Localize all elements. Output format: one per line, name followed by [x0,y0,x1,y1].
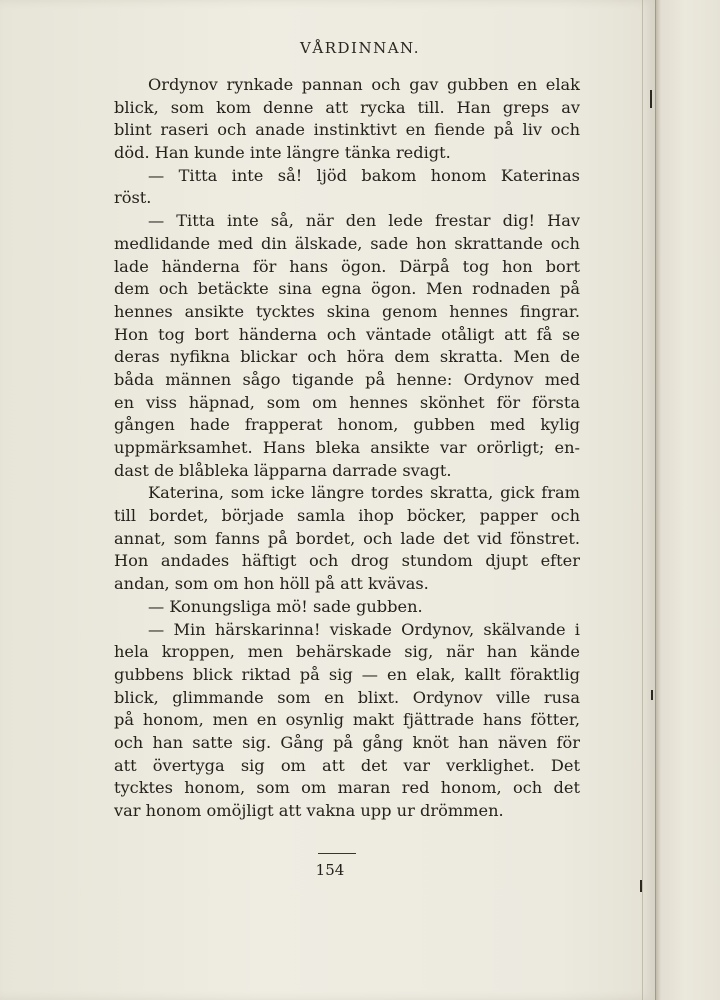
text-line: — Titta inte så! ljöd bakom honom Katerinas [148,165,580,185]
text-line: annat, som fanns på bordet, och lade det vid fönstret. [114,528,580,548]
page-edge [655,0,656,1000]
text-line: blint raseri och anade instinktivt en fiende på liv och [114,120,580,140]
text-line: hela kroppen, men behärskade sig, när han kände [114,642,580,662]
text-line: till bordet, började samla ihop böcker, papper och [114,506,580,526]
page-gutter [655,0,720,1000]
text-line: — Min härskarinna! viskade Ordynov, skälvande i [148,619,580,639]
text-line: lade händerna för hans ögon. Därpå tog hon bort [114,256,580,276]
text-line: Ordynov rynkade pannan och gav gubben en elak [148,75,580,94]
text-line: dast de blåbleka läpparna darrade svagt. [114,460,452,480]
text-line: blick, som kom denne att rycka till. Han greps av [114,97,580,117]
text-line: båda männen sågo tigande på henne: Ordynov med [114,369,580,389]
page-number: 154 [315,861,345,879]
text-line: gången hade frapperat honom, gubben med kylig [114,415,580,435]
edge-mark [640,880,642,892]
text-line: deras nyfikna blickar och höra dem skratta. Men de [114,347,580,367]
text-line: var honom omöjligt att vakna upp ur drömmen. [114,801,504,820]
text-line: Hon andades häftigt och drog stundom djupt efter [114,551,580,571]
text-line: uppmärksamhet. Hans bleka ansikte var orörligt; en- [114,438,580,457]
text-line: — Konungsliga mö! sade gubben. [148,596,423,616]
text-line: röst. [114,188,152,208]
edge-mark [651,690,653,700]
text-line: på honom, men en osynlig makt fjättrade hans fötter, [114,710,580,730]
page-edge-inner [642,0,643,1000]
footer-rule [318,853,356,854]
text-line: död. Han kunde inte längre tänka redigt. [114,143,451,163]
text-line: tycktes honom, som om maran red honom, och det [114,778,580,798]
edge-mark [650,90,652,108]
text-line: dem och betäckte sina egna ögon. Men rodnaden på [114,279,580,299]
body-text [114,74,580,823]
text-line: blick, glimmande som en blixt. Ordynov ville rusa [114,687,580,707]
text-line: andan, som om hon höll på att kvävas. [114,574,429,594]
text-line: att övertyga sig om att det var verklighet. Det [114,755,580,775]
text-line: — Titta inte så, när den lede frestar dig! Hav [148,211,580,231]
text-line: hennes ansikte tycktes skina genom hennes fingrar. [114,301,580,321]
text-line: en viss häpnad, som om hennes skönhet för första [114,392,580,412]
text-line: gubbens blick riktad på sig — en elak, kallt föraktlig [114,664,580,684]
text-line: Katerina, som icke längre tordes skratta, gick fram [148,483,580,503]
text-line: medlidande med din älskade, sade hon skrattande och [114,233,580,253]
text-line: och han satte sig. Gång på gång knöt han näven för [114,732,580,752]
running-title: VÅRDINNAN. [300,39,420,57]
text-line: Hon tog bort händerna och väntade otåligt att få se [114,324,580,344]
